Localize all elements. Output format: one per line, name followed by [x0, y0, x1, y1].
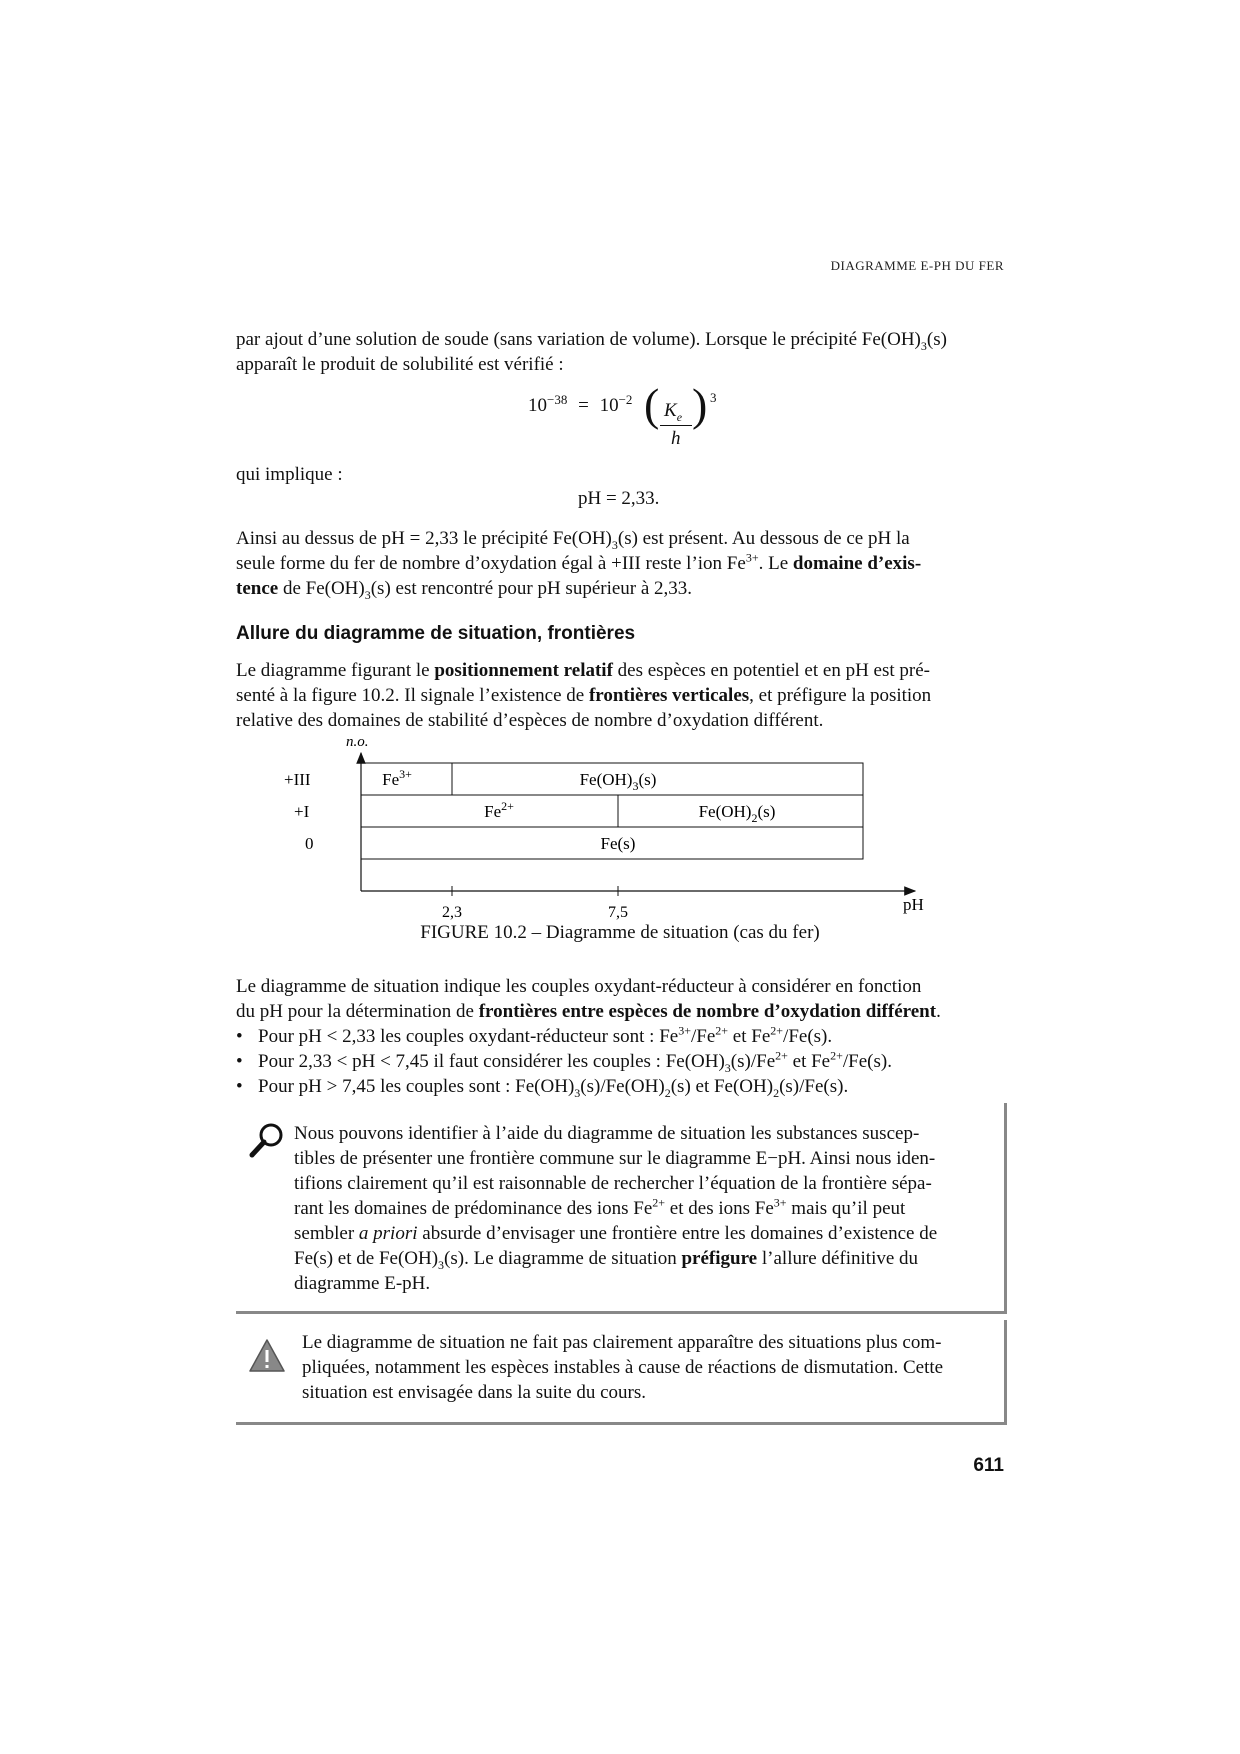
para3-line-2: senté à la figure 10.2. Il signale l’existence de frontières verticales, et préfigure la position	[236, 685, 932, 706]
note-box-warning	[236, 1320, 1007, 1425]
level-label: 0	[305, 834, 314, 853]
bullet-item-2: • Pour 2,33 < pH < 7,45 il faut considérer les couples : $Fe(OH)_3(s)/Fe^{2+}$ et $Fe^{2+}/Fe(s)$.	[236, 1048, 892, 1075]
para4-line-1: Le diagramme de situation indique les couples oxydant-réducteur à considérer en fonction	[236, 976, 922, 997]
left-paren: (	[644, 379, 660, 430]
fraction-power: 3	[710, 390, 717, 405]
species-label: $Fe(OH)_2(s)$	[698, 802, 776, 825]
note1-text: Nous pouvons identifier à l’aide du diagramme de situation les substances suscep- tibles de présenter une frontière commune sur le diagramme E−pH. Ainsi nous iden- tifions clairement qu’il est raisonnable de rechercher l’équation de la frontière sépa- rant les domaines de prédominance des ions $Fe^{2+}$ et des ions $Fe^{3+}$ mais qu’il peut sembler a priori absurde d’envisager une frontière entre les domaines d’existence de Fe(s) et de $Fe(OH)_3(s)$. Le diagramme de situation préfigure l’allure définitive du diagramme E-pH.	[294, 1123, 938, 1294]
x-axis-label: pH	[903, 895, 924, 914]
para2-line-2: seule forme du fer de nombre d’oxydation égal à +III reste l’ion $Fe^{3+}$. Le domaine d’exis-	[236, 550, 922, 574]
species-label: $Fe(OH)_3(s)$	[579, 770, 657, 793]
fraction-bar	[660, 425, 692, 426]
species-label: Fe(s)	[600, 834, 636, 853]
warning-icon	[248, 1338, 286, 1374]
note2-text: Le diagramme de situation ne fait pas clairement apparaître des situations plus com- pliquées, notamment les espèces instables à cause de réactions de dismutation. Cette situation est envisagée dans la suite du cours.	[302, 1332, 944, 1403]
level-band	[361, 795, 863, 827]
ph-equation: pH = 2,33.	[578, 488, 660, 509]
para4-line-2: du pH pour la détermination de frontières entre espèces de nombre d’oxydation différent.	[236, 1001, 941, 1022]
para2-line-3: tence de $Fe(OH)_3(s)$ est rencontré pour pH supérieur à 2,33.	[236, 578, 693, 602]
solubility-equation: $10^{-38} = 10^{-2}$	[528, 392, 633, 416]
para3-line-1: Le diagramme figurant le positionnement relatif des espèces en potentiel et en pH est pré-	[236, 660, 930, 681]
bullet-item-1: • Pour pH < 2,33 les couples oxydant-réducteur sont : $Fe^{3+}/Fe^{2+}$ et $Fe^{2+}/Fe(s)$.	[236, 1023, 833, 1047]
fraction-denominator: h	[671, 428, 681, 449]
bullet-item-3: • Pour pH > 7,45 les couples sont : $Fe(OH)_3(s)/Fe(OH)_2(s)$ et $Fe(OH)_2(s)/Fe(s)$.	[236, 1076, 849, 1100]
species-label: $Fe^{2+}$	[484, 799, 514, 821]
section-title: Allure du diagramme de situation, frontières	[236, 623, 636, 644]
para3-line-3: relative des domaines de stabilité d’espèces de nombre d’oxydation différent.	[236, 710, 824, 731]
running-header: DIAGRAMME E-PH DU FER	[830, 258, 1004, 273]
note-box-magnifier	[236, 1103, 1007, 1314]
level-label: +III	[284, 770, 311, 789]
x-tick-label: 2,3	[442, 904, 462, 921]
right-paren: )	[692, 379, 708, 430]
figure-caption: FIGURE 10.2 – Diagramme de situation (cas du fer)	[420, 922, 820, 943]
species-label: $Fe^{3+}$	[382, 767, 412, 789]
y-axis-label: n.o.	[346, 734, 369, 750]
x-tick-label: 7,5	[608, 904, 628, 921]
intro-line-2: apparaît le produit de solubilité est vérifié :	[236, 354, 564, 375]
situation-diagram	[284, 728, 924, 928]
para2-line-1: Ainsi au dessus de pH = 2,33 le précipité $Fe(OH)_3(s)$ est présent. Au dessous de ce pH la	[236, 528, 910, 552]
page-number: 611	[973, 1455, 1004, 1476]
intro-line-1: par ajout d’une solution de soude (sans variation de volume). Lorsque le précipité $Fe(OH)_3(s)$	[236, 329, 947, 353]
fraction-numerator: $K_e$	[664, 400, 683, 424]
level-label: +I	[294, 802, 310, 821]
implies-text: qui implique :	[236, 464, 343, 485]
magnifier-icon	[248, 1121, 286, 1159]
bullet-list	[236, 1024, 892, 1099]
